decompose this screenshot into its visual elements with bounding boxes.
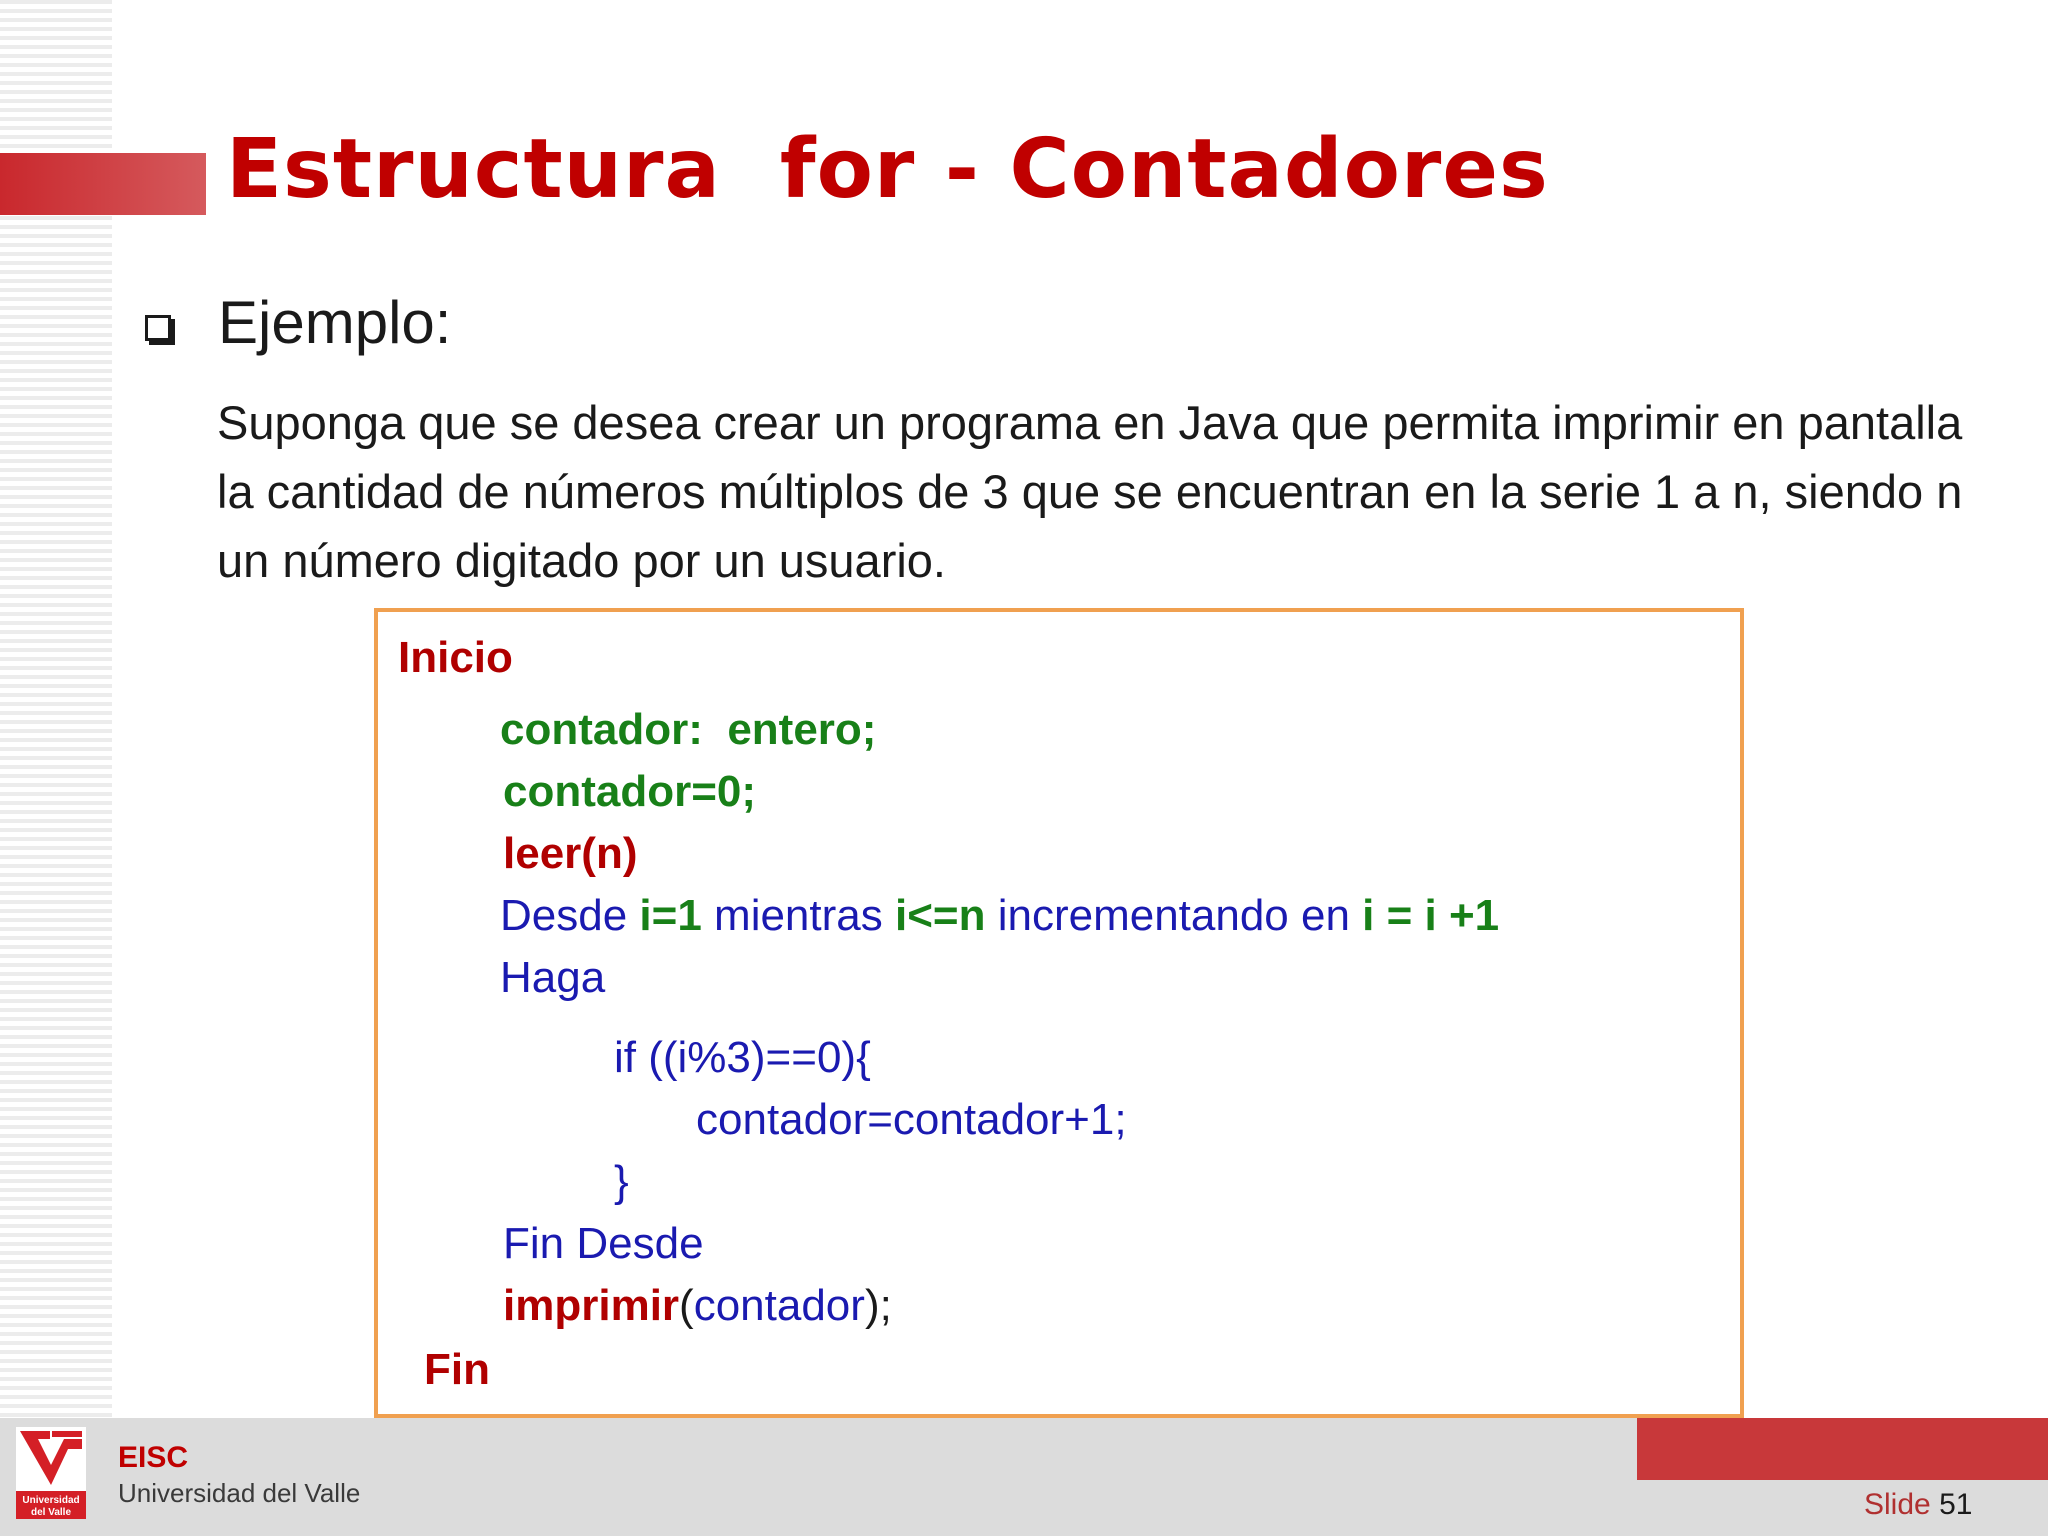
slide-number-value: 51	[1939, 1488, 1973, 1521]
footer-org: EISC	[118, 1441, 189, 1474]
mientras-keyword: mientras	[701, 891, 895, 940]
code-fin-desde: Fin Desde	[503, 1219, 704, 1268]
code-if: if ((i%3)==0){	[614, 1033, 871, 1082]
slide-number	[1864, 1488, 1972, 1522]
bullet-heading: Ejemplo:	[218, 289, 452, 356]
desde-increment: i = i +1	[1362, 891, 1500, 940]
desde-keyword: Desde	[500, 891, 640, 940]
code-haga: Haga	[500, 953, 606, 1002]
code-desde-line	[500, 891, 1500, 940]
example-description: Suponga que se desea crear un programa en Java que permita imprimir en pantalla la cantidad de números múltiplos de 3 que se encuentran en la serie 1 a n, siendo n un número digitado por un usuario.	[217, 396, 1963, 587]
logo-text-line2: del Valle	[30, 1507, 72, 1518]
code-print-line	[503, 1281, 892, 1330]
pseudocode-box	[374, 608, 1744, 1418]
slide-title: Estructura for - Contadores	[226, 122, 1549, 217]
desde-init: i=1	[639, 891, 702, 940]
incrementando-keyword: incrementando en	[985, 891, 1363, 940]
desde-condition: i<=n	[894, 891, 986, 940]
print-function: imprimir	[503, 1281, 680, 1330]
print-open-paren: (	[679, 1281, 694, 1330]
footer-accent-bar	[1637, 1418, 2048, 1480]
code-body: contador=contador+1;	[696, 1095, 1127, 1144]
university-logo	[16, 1427, 86, 1519]
print-close-paren: );	[864, 1281, 892, 1330]
slide-label: Slide	[1864, 1488, 1931, 1521]
footer-university: Universidad del Valle	[118, 1478, 361, 1508]
code-initialization: contador=0;	[503, 767, 757, 816]
code-declaration: contador: entero;	[500, 705, 877, 754]
print-argument: contador	[693, 1281, 865, 1330]
title-accent-bar	[0, 153, 206, 215]
logo-text-line1: Universidad	[22, 1495, 80, 1506]
code-inicio: Inicio	[398, 633, 513, 682]
code-fin: Fin	[424, 1345, 490, 1394]
code-read: leer(n)	[503, 829, 638, 878]
code-close-brace: }	[614, 1157, 629, 1206]
checkbox-bullet-icon	[145, 315, 171, 341]
